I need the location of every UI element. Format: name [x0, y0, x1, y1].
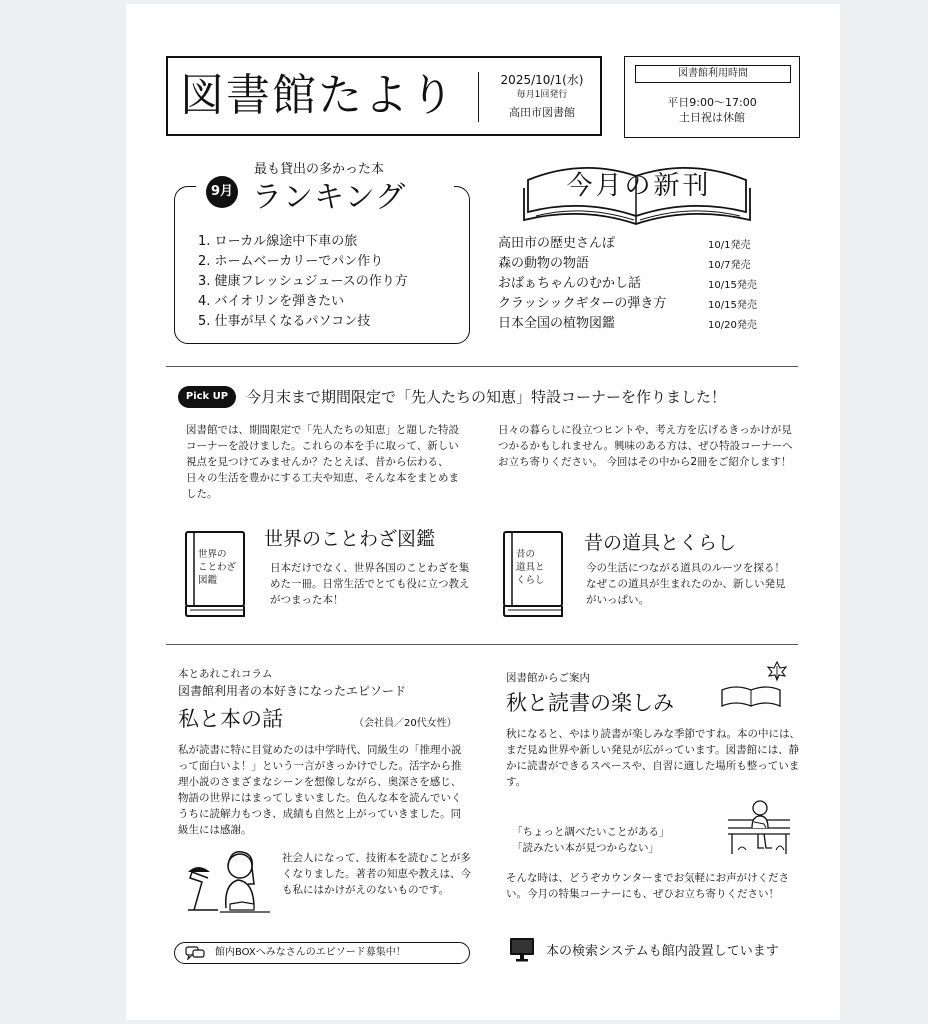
column-title: 私と本の話	[178, 707, 283, 731]
book-description: 今の生活につながる道具のルーツを探る！なぜこの道具が生まれたのか、新しい発見がいっぱい。	[586, 562, 786, 606]
opening-hours-text	[625, 95, 799, 125]
new-book-title: 日本全国の植物図鑑	[498, 316, 616, 331]
column-subtitle: 図書館利用者の本好きになったエピソード	[178, 684, 407, 698]
guide-quote: 「ちょっと調べたいことがある」	[512, 826, 670, 838]
new-books-title: 今月の新刊	[566, 171, 712, 201]
ranking-item: 3. 健康フレッシュジュースの作り方	[198, 274, 408, 289]
pickup-headline: 今月末まで期間限定で「先人たちの知恵」特設コーナーを作りました！	[246, 388, 727, 406]
guide-quotes	[512, 824, 722, 856]
ranking-title: ランキング	[252, 180, 407, 215]
column-body-continued: 社会人になって、技術本を読むことが多くなりました。著者の知恵や教えは、今も私にはかけがえのないものです。	[282, 852, 471, 896]
new-book-date: 10/20発売	[708, 320, 757, 331]
new-book-item	[498, 234, 798, 254]
cover-line: くらし	[516, 575, 545, 586]
weekday-hours: 平日9:00～17:00	[667, 96, 757, 109]
opening-hours-box	[624, 56, 800, 138]
issue-date: 2025/10/1(水)	[500, 73, 584, 87]
column-label: 本とあれこれコラム	[178, 668, 273, 680]
new-book-date: 10/1発売	[708, 240, 751, 251]
guide-title: 秋と読書の楽しみ	[506, 691, 674, 715]
new-book-title: おばぁちゃんのむかし話	[498, 276, 642, 291]
book-description: 日本だけでなく、世界各国のことわざを集めた一冊。日常生活でとても役に立つ教えがつまった本！	[270, 562, 470, 606]
cover-line: 道具と	[516, 562, 545, 573]
new-book-date: 10/15発売	[708, 280, 757, 291]
episode-notice-text: 館内BOXへみなさんのエピソード募集中！	[215, 947, 406, 958]
ranking-item: 2. ホームベーカリーでパン作り	[198, 254, 384, 269]
ranking-item: 1. ローカル線途中下車の旅	[198, 234, 358, 249]
ranking-item: 5. 仕事が早くなるパソコン技	[198, 314, 371, 329]
book-title: 世界のことわざ図鑑	[264, 528, 436, 550]
opening-hours-title: 図書館利用時間	[635, 65, 791, 83]
new-book-title: 森の動物の物語	[498, 256, 590, 271]
section-divider	[166, 644, 798, 645]
open-book-icon	[720, 682, 782, 712]
newsletter-page	[126, 4, 840, 1020]
section-divider	[166, 366, 798, 367]
new-book-item	[498, 274, 798, 294]
month-badge: 9月	[206, 176, 238, 208]
newsletter-title: 図書館たより	[180, 70, 456, 121]
book-title: 昔の道具とくらし	[584, 532, 737, 554]
reading-woman-illustration	[180, 848, 276, 918]
issue-frequency: 毎月1回発行	[516, 90, 568, 100]
cover-line: 世界の	[198, 549, 227, 560]
masthead	[166, 56, 602, 136]
guide-label: 図書館からご案内	[506, 672, 590, 684]
new-book-title: 高田市の歴史さんぽ	[498, 236, 616, 251]
cover-line: ことわざ	[198, 562, 237, 573]
new-book-date: 10/15発売	[708, 300, 757, 311]
holiday-note: 土日祝は休館	[679, 111, 745, 124]
new-book-date: 10/7発売	[708, 260, 751, 271]
monitor-icon	[508, 936, 536, 964]
guide-body-continued: そんな時は、どうぞカウンターまでお気軽にお声がけください。今月の特集コーナーにも、ぜひお立ち寄りください！	[506, 872, 790, 900]
cover-line: 昔の	[516, 549, 536, 560]
guide-quote: 「読みたい本が見つからない」	[512, 842, 659, 854]
ranking-item: 4. バイオリンを弾きたい	[198, 294, 345, 309]
guide-body: 秋になると、やはり読書が楽しみな季節ですね。本の中には、まだ見ぬ世界や新しい発見が広がっています。図書館には、静かに読書ができるスペースや、自習に適した場所も整っています。	[506, 728, 800, 788]
new-book-title: クラッシックギターの弾き方	[498, 296, 667, 311]
ranking-list	[198, 232, 408, 332]
pickup-body-right: 日々の暮らしに役立つヒントや、考え方を広げるきっかけが見つかるかもしれません。興味のある方は、ぜひ特設コーナーへお立ち寄りください。 今回はその中から2冊をご紹介します！	[498, 424, 793, 468]
new-book-item	[498, 294, 798, 314]
new-book-item	[498, 314, 798, 334]
pickup-body-left: 図書館では、期間限定で「先人たちの知恵」と題した特設コーナーを設けました。これらの本を手に取って、新しい視点を見つけてみませんか？たとえば、昔から伝わる、日々の生活を豊かにする工夫や知恵、そんな本をまとめました。	[186, 424, 459, 500]
new-books-list	[498, 234, 798, 334]
episode-notice	[174, 942, 470, 964]
cover-line: 図鑑	[198, 575, 218, 586]
book-cover-text	[198, 548, 236, 587]
issue-info	[490, 72, 594, 124]
masthead-divider	[478, 72, 479, 122]
column-author: （会社員／20代女性）	[354, 718, 457, 729]
library-name: 高田市図書館	[509, 106, 575, 119]
leaf-icon	[766, 660, 788, 682]
speech-bubble-icon	[185, 946, 205, 960]
new-book-item	[498, 254, 798, 274]
search-system-note: 本の検索システムも館内設置しています	[546, 944, 779, 959]
boy-on-bench-illustration	[724, 798, 794, 858]
ranking-subtitle: 最も貸出の多かった本	[254, 162, 385, 177]
book-cover-text	[516, 548, 545, 587]
pickup-badge: Pick UP	[178, 386, 236, 408]
column-body: 私が読書に特に目覚めたのは中学時代、同級生の「推理小説って面白いよ！」という一言がきっかけでした。活字から推理小説のさまざまなシーンを想像しながら、奥深さを感じ、物語の世界にはまってしまいました。色んな本を読んでいくうちに読解力もつき、成績も自然と上がっていきました。同級生には感謝。	[178, 744, 462, 836]
